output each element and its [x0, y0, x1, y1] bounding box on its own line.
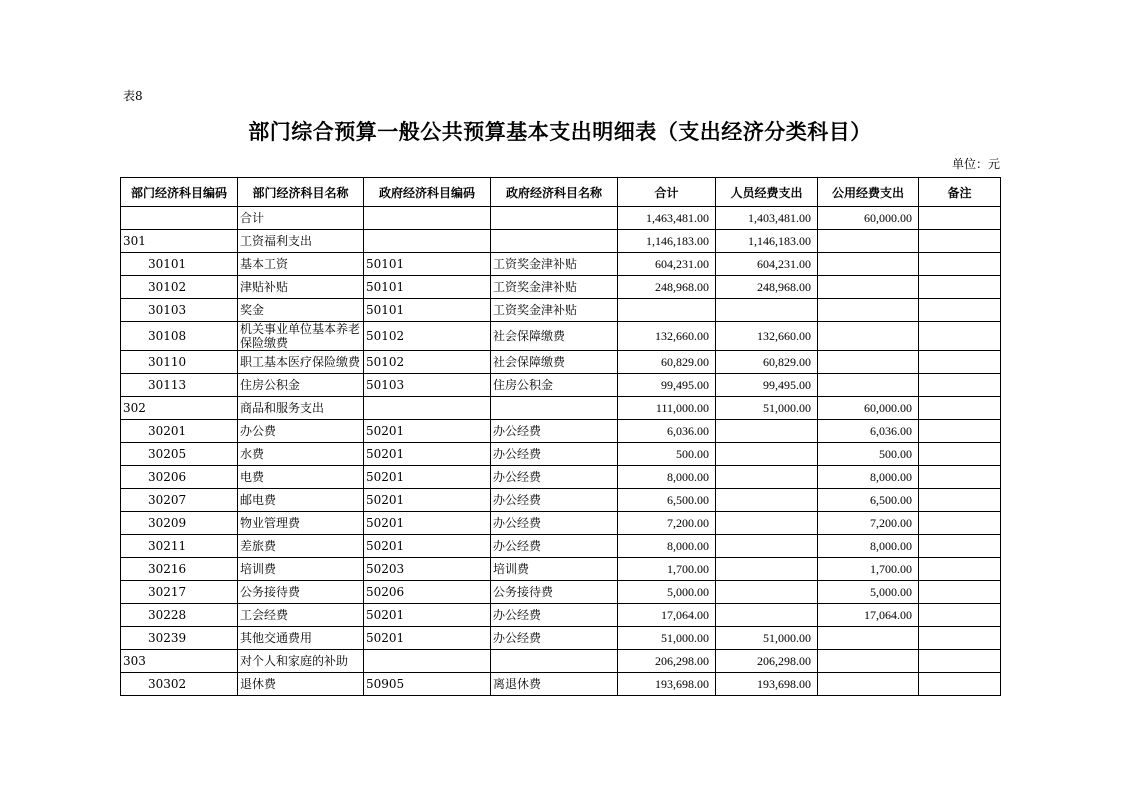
gov-code-cell: 50201 — [364, 535, 491, 558]
note-cell — [919, 558, 1001, 581]
gov-name-cell: 工资奖金津补贴 — [491, 253, 618, 276]
personnel-cell — [716, 604, 818, 627]
personnel-cell: 1,146,183.00 — [716, 230, 818, 253]
gov-name-cell: 离退休费 — [491, 673, 618, 696]
gov-code-cell: 50201 — [364, 443, 491, 466]
gov-code-cell: 50101 — [364, 276, 491, 299]
public-cell: 17,064.00 — [818, 604, 919, 627]
total-cell: 8,000.00 — [618, 535, 716, 558]
total-cell: 500.00 — [618, 443, 716, 466]
personnel-cell — [716, 512, 818, 535]
dept-name-cell: 奖金 — [238, 299, 364, 322]
total-cell: 6,036.00 — [618, 420, 716, 443]
note-cell — [919, 650, 1001, 673]
total-cell: 1,700.00 — [618, 558, 716, 581]
dept-name-cell: 差旅费 — [238, 535, 364, 558]
table-row — [121, 351, 1001, 374]
total-cell: 7,200.00 — [618, 512, 716, 535]
total-cell: 17,064.00 — [618, 604, 716, 627]
dept-name-cell: 电费 — [238, 466, 364, 489]
header-total: 合计 — [618, 178, 716, 207]
note-cell — [919, 673, 1001, 696]
dept-name-cell: 住房公积金 — [238, 374, 364, 397]
note-cell — [919, 627, 1001, 650]
total-cell: 1,463,481.00 — [618, 207, 716, 230]
gov-name-cell: 培训费 — [491, 558, 618, 581]
personnel-cell: 51,000.00 — [716, 627, 818, 650]
table-row — [121, 253, 1001, 276]
dept-name-cell: 商品和服务支出 — [238, 397, 364, 420]
public-cell: 6,036.00 — [818, 420, 919, 443]
gov-name-cell: 办公经费 — [491, 604, 618, 627]
dept-code-cell: 30101 — [121, 253, 238, 276]
gov-name-cell: 办公经费 — [491, 535, 618, 558]
personnel-cell — [716, 558, 818, 581]
public-cell: 60,000.00 — [818, 207, 919, 230]
personnel-cell — [716, 466, 818, 489]
header-personnel: 人员经费支出 — [716, 178, 818, 207]
page-title: 部门综合预算一般公共预算基本支出明细表（支出经济分类科目） — [248, 119, 872, 144]
gov-code-cell: 50102 — [364, 351, 491, 374]
gov-code-cell — [364, 397, 491, 420]
dept-code-cell: 30110 — [121, 351, 238, 374]
note-cell — [919, 253, 1001, 276]
header-dept-code: 部门经济科目编码 — [121, 178, 238, 207]
dept-name-cell: 工资福利支出 — [238, 230, 364, 253]
dept-code-cell: 30206 — [121, 466, 238, 489]
dept-name-cell: 合计 — [238, 207, 364, 230]
personnel-cell — [716, 489, 818, 512]
gov-name-cell: 办公经费 — [491, 466, 618, 489]
total-cell: 60,829.00 — [618, 351, 716, 374]
personnel-cell — [716, 443, 818, 466]
total-cell: 99,495.00 — [618, 374, 716, 397]
header-row — [121, 178, 1001, 207]
note-cell — [919, 230, 1001, 253]
dept-name-cell: 物业管理费 — [238, 512, 364, 535]
total-cell: 132,660.00 — [618, 322, 716, 351]
gov-code-cell: 50206 — [364, 581, 491, 604]
public-cell — [818, 627, 919, 650]
personnel-cell: 193,698.00 — [716, 673, 818, 696]
dept-code-cell: 30239 — [121, 627, 238, 650]
dept-code-cell: 30228 — [121, 604, 238, 627]
public-cell — [818, 322, 919, 351]
table-row — [121, 535, 1001, 558]
total-cell: 1,146,183.00 — [618, 230, 716, 253]
gov-code-cell: 50201 — [364, 627, 491, 650]
dept-code-cell: 303 — [121, 650, 238, 673]
dept-code-cell: 30216 — [121, 558, 238, 581]
public-cell — [818, 374, 919, 397]
dept-name-cell: 工会经费 — [238, 604, 364, 627]
public-cell — [818, 276, 919, 299]
gov-name-cell — [491, 230, 618, 253]
personnel-cell: 132,660.00 — [716, 322, 818, 351]
table-row — [121, 466, 1001, 489]
total-cell: 206,298.00 — [618, 650, 716, 673]
table-row — [121, 322, 1001, 351]
note-cell — [919, 535, 1001, 558]
table-row — [121, 581, 1001, 604]
dept-code-cell — [121, 207, 238, 230]
note-cell — [919, 351, 1001, 374]
table-row — [121, 420, 1001, 443]
table-row — [121, 230, 1001, 253]
personnel-cell — [716, 299, 818, 322]
header-gov-code: 政府经济科目编码 — [364, 178, 491, 207]
dept-name-cell: 津贴补贴 — [238, 276, 364, 299]
gov-code-cell: 50101 — [364, 253, 491, 276]
total-cell: 8,000.00 — [618, 466, 716, 489]
header-dept-name: 部门经济科目名称 — [238, 178, 364, 207]
public-cell — [818, 299, 919, 322]
dept-code-cell: 301 — [121, 230, 238, 253]
public-cell: 8,000.00 — [818, 535, 919, 558]
gov-code-cell: 50203 — [364, 558, 491, 581]
gov-name-cell — [491, 650, 618, 673]
gov-code-cell: 50201 — [364, 604, 491, 627]
gov-name-cell: 办公经费 — [491, 420, 618, 443]
gov-code-cell — [364, 650, 491, 673]
public-cell: 60,000.00 — [818, 397, 919, 420]
note-cell — [919, 581, 1001, 604]
total-cell: 6,500.00 — [618, 489, 716, 512]
gov-code-cell: 50201 — [364, 466, 491, 489]
personnel-cell: 206,298.00 — [716, 650, 818, 673]
dept-name-cell: 职工基本医疗保险缴费 — [238, 351, 364, 374]
gov-code-cell: 50201 — [364, 489, 491, 512]
table-row — [121, 489, 1001, 512]
public-cell: 8,000.00 — [818, 466, 919, 489]
dept-code-cell: 30201 — [121, 420, 238, 443]
dept-name-cell: 基本工资 — [238, 253, 364, 276]
gov-name-cell: 办公经费 — [491, 489, 618, 512]
dept-code-cell: 30211 — [121, 535, 238, 558]
dept-name-cell: 邮电费 — [238, 489, 364, 512]
gov-name-cell: 社会保障缴费 — [491, 322, 618, 351]
dept-code-cell: 30207 — [121, 489, 238, 512]
dept-name-cell: 其他交通费用 — [238, 627, 364, 650]
gov-name-cell: 办公经费 — [491, 512, 618, 535]
personnel-cell — [716, 581, 818, 604]
dept-name-cell: 机关事业单位基本养老保险缴费 — [238, 322, 364, 351]
public-cell — [818, 673, 919, 696]
dept-code-cell: 30217 — [121, 581, 238, 604]
table-label: 表8 — [123, 89, 143, 103]
total-cell: 193,698.00 — [618, 673, 716, 696]
total-cell: 5,000.00 — [618, 581, 716, 604]
total-cell: 51,000.00 — [618, 627, 716, 650]
unit-label: 单位：元 — [951, 157, 1000, 171]
dept-name-cell: 培训费 — [238, 558, 364, 581]
note-cell — [919, 374, 1001, 397]
table-row — [121, 512, 1001, 535]
gov-code-cell: 50905 — [364, 673, 491, 696]
table-body — [121, 207, 1001, 696]
header-gov-name: 政府经济科目名称 — [491, 178, 618, 207]
personnel-cell: 60,829.00 — [716, 351, 818, 374]
gov-name-cell: 社会保障缴费 — [491, 351, 618, 374]
gov-code-cell: 50102 — [364, 322, 491, 351]
table-row — [121, 673, 1001, 696]
gov-code-cell: 50201 — [364, 420, 491, 443]
table-header — [121, 178, 1001, 207]
public-cell: 6,500.00 — [818, 489, 919, 512]
note-cell — [919, 299, 1001, 322]
gov-code-cell: 50103 — [364, 374, 491, 397]
note-cell — [919, 276, 1001, 299]
public-cell: 500.00 — [818, 443, 919, 466]
personnel-cell: 99,495.00 — [716, 374, 818, 397]
table-row — [121, 558, 1001, 581]
dept-name-cell: 水费 — [238, 443, 364, 466]
personnel-cell: 1,403,481.00 — [716, 207, 818, 230]
note-cell — [919, 512, 1001, 535]
public-cell — [818, 650, 919, 673]
public-cell: 5,000.00 — [818, 581, 919, 604]
dept-name-cell: 对个人和家庭的补助 — [238, 650, 364, 673]
note-cell — [919, 604, 1001, 627]
table-row — [121, 207, 1001, 230]
gov-code-cell: 50201 — [364, 512, 491, 535]
total-cell — [618, 299, 716, 322]
table-row — [121, 627, 1001, 650]
gov-name-cell — [491, 207, 618, 230]
dept-code-cell: 30113 — [121, 374, 238, 397]
total-cell: 248,968.00 — [618, 276, 716, 299]
personnel-cell: 51,000.00 — [716, 397, 818, 420]
public-cell — [818, 253, 919, 276]
note-cell — [919, 489, 1001, 512]
table-row — [121, 374, 1001, 397]
dept-name-cell: 办公费 — [238, 420, 364, 443]
total-cell: 604,231.00 — [618, 253, 716, 276]
dept-code-cell: 30302 — [121, 673, 238, 696]
dept-code-cell: 30108 — [121, 322, 238, 351]
public-cell: 1,700.00 — [818, 558, 919, 581]
table-row — [121, 299, 1001, 322]
personnel-cell — [716, 535, 818, 558]
table-row — [121, 650, 1001, 673]
gov-code-cell — [364, 230, 491, 253]
gov-name-cell: 办公经费 — [491, 443, 618, 466]
note-cell — [919, 420, 1001, 443]
note-cell — [919, 466, 1001, 489]
dept-name-cell: 退休费 — [238, 673, 364, 696]
personnel-cell — [716, 420, 818, 443]
budget-table — [120, 177, 1001, 696]
gov-code-cell — [364, 207, 491, 230]
table-row — [121, 604, 1001, 627]
public-cell: 7,200.00 — [818, 512, 919, 535]
gov-code-cell: 50101 — [364, 299, 491, 322]
table-row — [121, 443, 1001, 466]
gov-name-cell: 办公经费 — [491, 627, 618, 650]
dept-code-cell: 30209 — [121, 512, 238, 535]
gov-name-cell: 工资奖金津补贴 — [491, 299, 618, 322]
dept-code-cell: 30205 — [121, 443, 238, 466]
total-cell: 111,000.00 — [618, 397, 716, 420]
table-row — [121, 397, 1001, 420]
note-cell — [919, 322, 1001, 351]
public-cell — [818, 230, 919, 253]
dept-code-cell: 30102 — [121, 276, 238, 299]
gov-name-cell: 工资奖金津补贴 — [491, 276, 618, 299]
dept-code-cell: 302 — [121, 397, 238, 420]
header-note: 备注 — [919, 178, 1001, 207]
header-public: 公用经费支出 — [818, 178, 919, 207]
personnel-cell: 248,968.00 — [716, 276, 818, 299]
public-cell — [818, 351, 919, 374]
gov-name-cell: 公务接待费 — [491, 581, 618, 604]
gov-name-cell: 住房公积金 — [491, 374, 618, 397]
note-cell — [919, 397, 1001, 420]
note-cell — [919, 443, 1001, 466]
note-cell — [919, 207, 1001, 230]
dept-code-cell: 30103 — [121, 299, 238, 322]
gov-name-cell — [491, 397, 618, 420]
dept-name-cell: 公务接待费 — [238, 581, 364, 604]
table-row — [121, 276, 1001, 299]
personnel-cell: 604,231.00 — [716, 253, 818, 276]
